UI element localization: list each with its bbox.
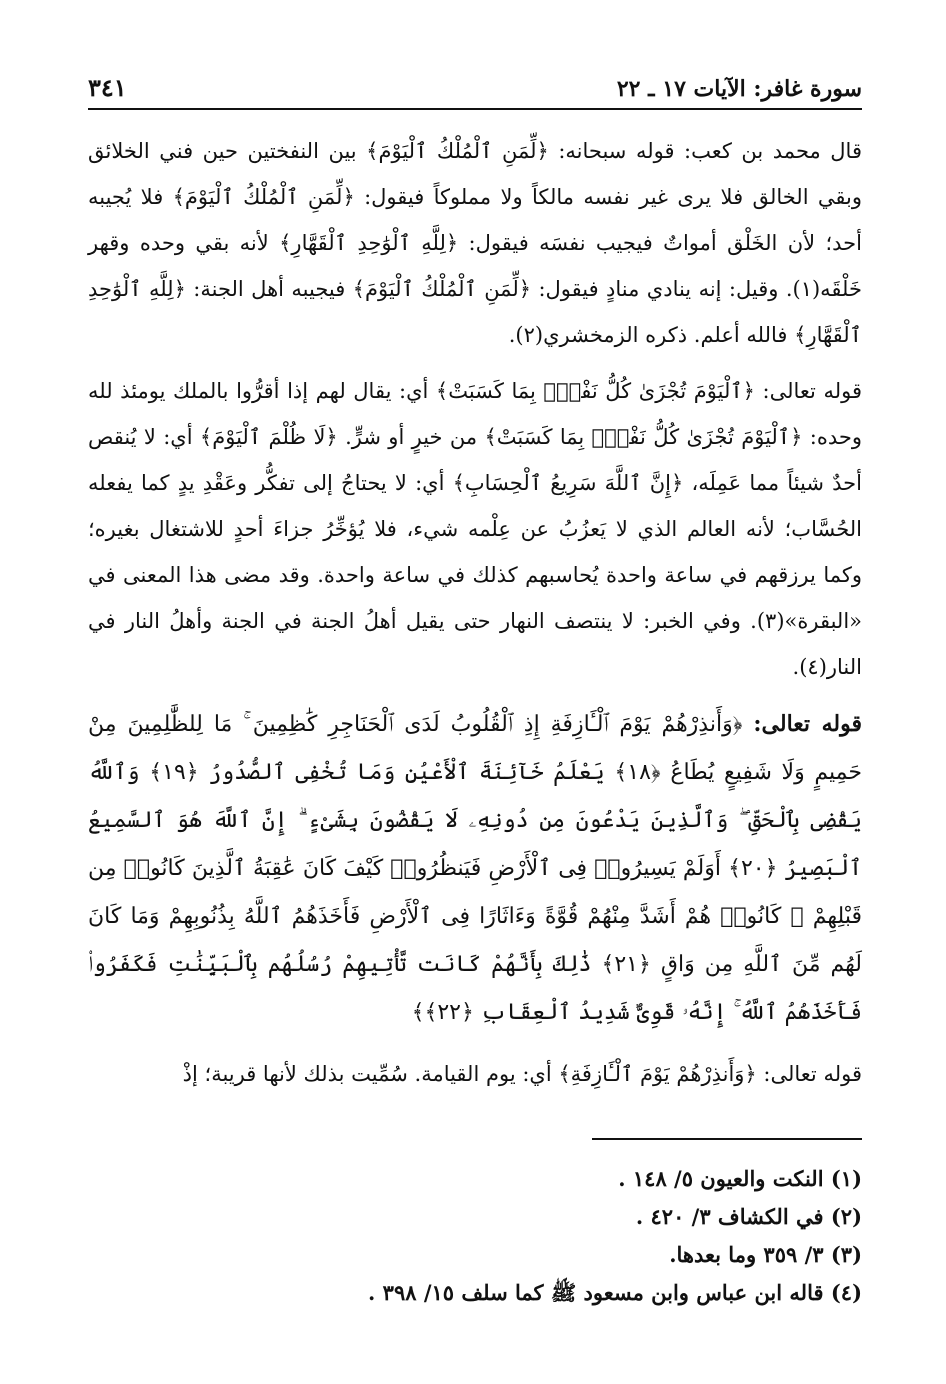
- footnote: (٤) قاله ابن عباس وابن مسعود ﷺ كما سلف ١٥/ ٣٩٨ .: [368, 1280, 862, 1305]
- running-title: سورة غافر: الآيات ١٧ ـ ٢٢: [616, 76, 862, 102]
- paragraph: قوله تعالى: ﴿ٱلْيَوْمَ تُجْزَىٰ كُلُّ نَفْسٍۭ بِمَا كَسَبَتْ﴾ أي: يقال لهم إذا أقرُّوا بالملك يومئذ لله وحده: ﴿ٱلْيَوْمَ تُجْزَىٰ كُلُّ نَفْسٍۭ بِمَا كَسَبَتْ﴾ من خيرٍ أو شرٍّ. ﴿لَا ظُلْمَ ٱلْيَوْمَ﴾ أي: لا يُنقص أحدٌ شيئاً مما عَمِلَه، ﴿إِنَّ ٱللَّهَ سَرِيعُ ٱلْحِسَابِ﴾ أي: لا يحتاجُ إلى تفكُّر وعَقْدِ يدٍ كما يفعله الحُسَّاب؛ لأنه العالم الذي لا يَعزُبُ عن عِلْمه شيء، فلا يُؤخِّرُ جزاءَ أحدٍ للاشتغال بغيره؛ وكما يرزقهم في ساعة واحدة يُحاسبهم كذلك في ساعة واحدة. وقد مضى هذا المعنى في «البقرة»(٣). وفي الخبر: لا ينتصف النهار حتى يقيل أهلُ الجنة في الجنة وأهلُ النار في النار(٤).: [88, 379, 862, 679]
- page-body: [88, 128, 862, 1107]
- quran-verses-block: [88, 700, 862, 1037]
- footnotes: [88, 1160, 862, 1312]
- quran-verses: ﴿وَأَنذِرْهُمْ يَوْمَ ٱلْـَٔازِفَةِ إِذِ ٱلْقُلُوبُ لَدَى ٱلْحَنَاجِرِ كَٰظِمِينَ ۚ مَا لِلظَّٰلِمِينَ مِنْ حَمِيمٍ وَلَا شَفِيعٍ يُطَاعُ ﴿١٨﴾ يَعْلَمُ خَآئِنَةَ ٱلْأَعْيُنِ وَمَا تُخْفِى ٱلصُّدُورُ ﴿١٩﴾ وَٱللَّهُ يَقْضِى بِٱلْحَقِّ ۖ وَٱلَّذِينَ يَدْعُونَ مِن دُونِهِۦ لَا يَقْضُونَ بِشَىْءٍ ۗ إِنَّ ٱللَّهَ هُوَ ٱلسَّمِيعُ ٱلْبَصِيرُ ﴿٢٠﴾ أَوَلَمْ يَسِيرُوا۟ فِى ٱلْأَرْضِ فَيَنظُرُوا۟ كَيْفَ كَانَ عَٰقِبَةُ ٱلَّذِينَ كَانُوا۟ مِن قَبْلِهِمْ ۚ كَانُوا۟ هُمْ أَشَدَّ مِنْهُمْ قُوَّةً وَءَاثَارًا فِى ٱلْأَرْضِ فَأَخَذَهُمُ ٱللَّهُ بِذُنُوبِهِمْ وَمَا كَانَ لَهُم مِّنَ ٱللَّهِ مِن وَاقٍ ﴿٢١﴾ ذَٰلِكَ بِأَنَّهُمْ كَانَت تَّأْتِيهِمْ رُسُلُهُم بِٱلْبَيِّنَٰتِ فَكَفَرُوا۟ فَأَخَذَهُمُ ٱللَّهُ ۚ إِنَّهُۥ قَوِىٌّ شَدِيدُ ٱلْعِقَابِ ﴿٢٢﴾﴾: [88, 712, 862, 1025]
- footnote: (٢) في الكشاف ٣/ ٤٢٠ .: [635, 1204, 862, 1229]
- footnote: (١) النكت والعيون ٥/ ١٤٨ .: [618, 1166, 862, 1191]
- footnote: (٣) ٣/ ٣٥٩ وما بعدها.: [669, 1242, 862, 1267]
- page-header: [88, 62, 862, 110]
- footnote-divider: [592, 1138, 862, 1140]
- page-number: ٣٤١: [88, 73, 127, 102]
- verse-lead: قوله تعالى:: [753, 711, 862, 737]
- paragraph: قال محمد بن كعب: قوله سبحانه: ﴿لِّمَنِ ٱلْمُلْكُ ٱلْيَوْمَ﴾ بين النفختين حين فني الخلائق وبقي الخالق فلا يرى غير نفسه مالكاً ولا مملوكاً فيقول: ﴿لِّمَنِ ٱلْمُلْكُ ٱلْيَوْمَ﴾ فلا يُجيبه أحد؛ لأن الخَلْق أمواتٌ فيجيب نفسَه فيقول: ﴿لِلَّهِ ٱلْوَٰحِدِ ٱلْقَهَّارِ﴾ لأنه بقي وحده وقهر خَلْقَه(١). وقيل: إنه ينادي منادٍ فيقول: ﴿لِّمَنِ ٱلْمُلْكُ ٱلْيَوْمَ﴾ فيجيبه أهل الجنة: ﴿لِلَّهِ ٱلْوَٰحِدِ ٱلْقَهَّارِ﴾ فالله أعلم. ذكره الزمخشري(٢).: [88, 139, 862, 347]
- paragraph: قوله تعالى: ﴿وَأَنذِرْهُمْ يَوْمَ ٱلْـَٔازِفَةِ﴾ أي: يوم القيامة. سُمِّيت بذلك لأنها قريبة؛ إذْ: [182, 1062, 862, 1086]
